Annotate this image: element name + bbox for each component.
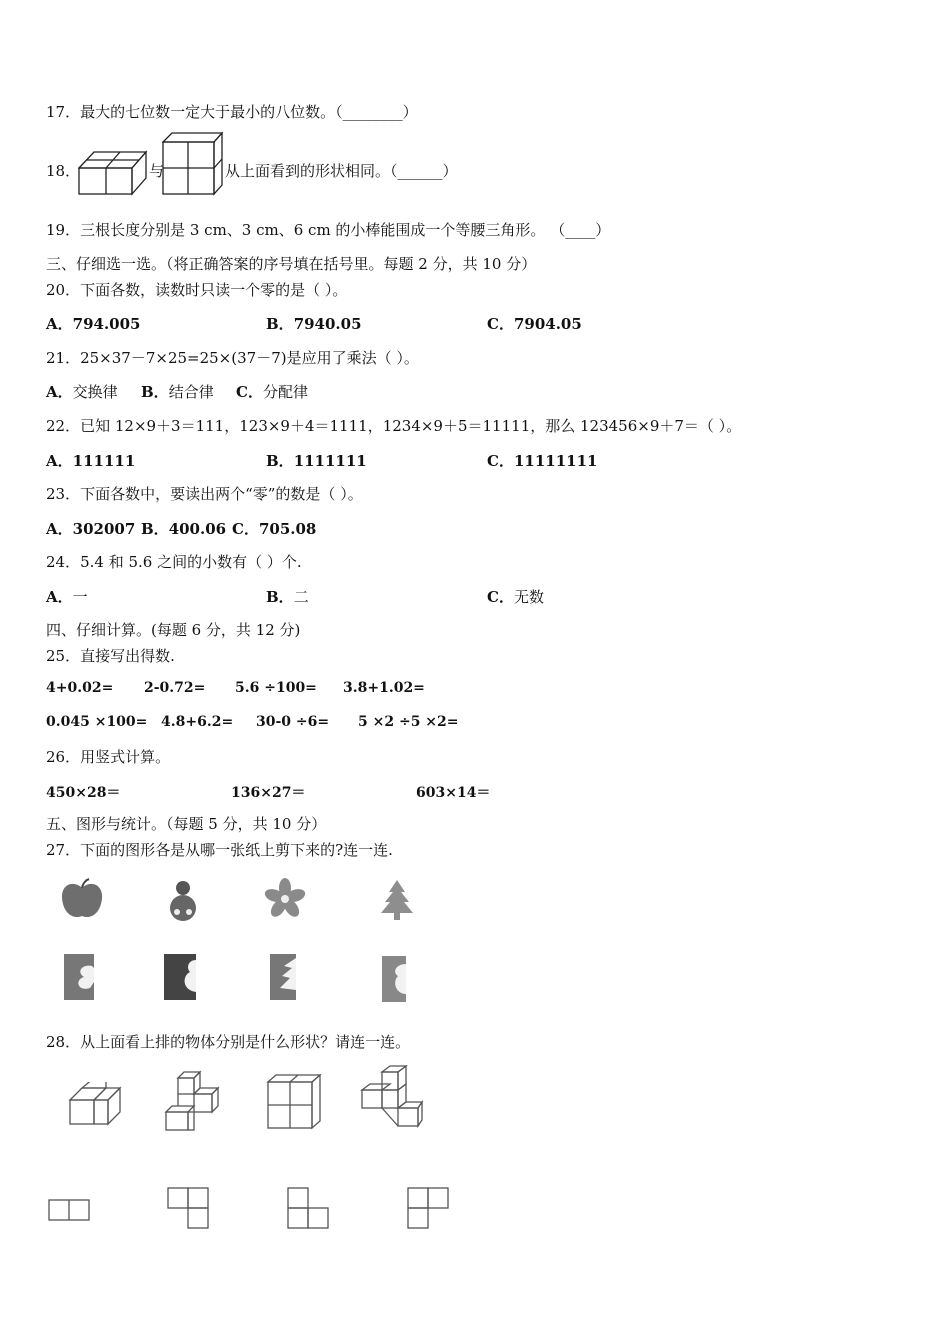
paper-with-flower-hole[interactable] bbox=[62, 952, 96, 1002]
calc-item: 3.8+1.02= bbox=[343, 680, 425, 696]
q21-option-a[interactable]: A．交换律 bbox=[46, 383, 118, 401]
q20-option-c[interactable]: C．7904.05 bbox=[487, 315, 582, 333]
question-23: 23．下面各数中，要读出两个“零”的数是（ ）。 bbox=[46, 485, 363, 503]
calc-item: 2-0.72= bbox=[144, 680, 206, 696]
q23-option-a[interactable]: A．302007 bbox=[46, 520, 136, 538]
cube-figure-2x2-flat bbox=[78, 150, 148, 196]
q21-option-b[interactable]: B．结合律 bbox=[141, 383, 214, 401]
cube-stack-4-tower[interactable] bbox=[360, 1064, 424, 1130]
question-28: 28．从上面看上排的物体分别是什么形状？请连一连。 bbox=[46, 1033, 411, 1051]
paper-with-apple-hole[interactable] bbox=[380, 954, 412, 1004]
calc-item: 30-0 ÷6= bbox=[256, 714, 330, 730]
tree-cutout[interactable] bbox=[378, 878, 416, 922]
q22-option-c[interactable]: C．11111111 bbox=[487, 452, 598, 470]
flower-cutout[interactable] bbox=[262, 878, 308, 920]
section-4-heading: 四、仔细计算。(每题 6 分，共 12 分) bbox=[46, 621, 301, 639]
top-view-two-squares[interactable] bbox=[48, 1198, 92, 1224]
question-27: 27．下面的图形各是从哪一张纸上剪下来的?连一连. bbox=[46, 841, 393, 859]
q24-option-a[interactable]: A．一 bbox=[46, 588, 88, 606]
top-view-three-squares-b[interactable] bbox=[286, 1186, 332, 1232]
gourd-cutout[interactable] bbox=[163, 876, 203, 924]
cube-figure-2x2-tall bbox=[162, 132, 224, 196]
vertical-calc-item: 450×28＝ bbox=[46, 785, 121, 801]
paper-with-tree-hole[interactable] bbox=[268, 952, 300, 1002]
calc-item: 5.6 ÷100= bbox=[235, 680, 317, 696]
section-5-heading: 五、图形与统计。（每题 5 分，共 10 分） bbox=[46, 815, 327, 833]
question-18-connector: 与 bbox=[149, 162, 165, 180]
question-18-text: 从上面看到的形状相同。（______） bbox=[225, 162, 458, 180]
calc-item: 0.045 ×100= bbox=[46, 714, 148, 730]
top-view-three-squares-a[interactable] bbox=[166, 1186, 212, 1232]
question-20: 20．下面各数，读数时只读一个零的是（ ）。 bbox=[46, 281, 348, 299]
top-view-three-squares-c[interactable] bbox=[406, 1186, 452, 1232]
q22-option-b[interactable]: B．1111111 bbox=[266, 452, 367, 470]
question-25: 25．直接写出得数. bbox=[46, 647, 175, 665]
q22-option-a[interactable]: A．111111 bbox=[46, 452, 136, 470]
q20-option-b[interactable]: B．7940.05 bbox=[266, 315, 362, 333]
question-26: 26．用竖式计算。 bbox=[46, 748, 171, 766]
q21-option-c[interactable]: C．分配律 bbox=[236, 383, 308, 401]
question-24: 24．5.4 和 5.6 之间的小数有（ ）个. bbox=[46, 553, 302, 571]
question-17: 17．最大的七位数一定大于最小的八位数。（________） bbox=[46, 103, 418, 121]
vertical-calc-item: 136×27＝ bbox=[231, 785, 306, 801]
cube-stack-2x2-block[interactable] bbox=[266, 1074, 322, 1130]
q24-option-c[interactable]: C．无数 bbox=[487, 588, 544, 606]
calc-item: 5 ×2 ÷5 ×2= bbox=[358, 714, 459, 730]
calc-item: 4.8+6.2= bbox=[161, 714, 234, 730]
vertical-calc-item: 603×14＝ bbox=[416, 785, 491, 801]
cube-stack-4-stepped[interactable] bbox=[164, 1070, 224, 1132]
q24-option-b[interactable]: B．二 bbox=[266, 588, 309, 606]
q20-option-a[interactable]: A．794.005 bbox=[46, 315, 141, 333]
q23-option-c[interactable]: C．705.08 bbox=[232, 520, 317, 538]
question-21: 21．25×37－7×25=25×(37－7)是应用了乘法（ ）。 bbox=[46, 349, 419, 367]
question-18-number: 18． bbox=[46, 162, 81, 180]
q23-option-b[interactable]: B．400.06 bbox=[141, 520, 227, 538]
apple-cutout[interactable] bbox=[58, 878, 106, 922]
question-22: 22．已知 12×9＋3＝111，123×9＋4＝1111，1234×9＋5＝11111，那么 123456×9＋7＝（ ）。 bbox=[46, 417, 742, 435]
cube-stack-3-l-shape[interactable] bbox=[68, 1082, 124, 1128]
paper-with-gourd-hole[interactable] bbox=[162, 952, 198, 1002]
calc-item: 4+0.02= bbox=[46, 680, 114, 696]
section-3-heading: 三、仔细选一选。（将正确答案的序号填在括号里。每题 2 分，共 10 分） bbox=[46, 255, 537, 273]
question-19: 19．三根长度分别是 3 cm、3 cm、6 cm 的小棒能围成一个等腰三角形。 （____） bbox=[46, 221, 611, 239]
